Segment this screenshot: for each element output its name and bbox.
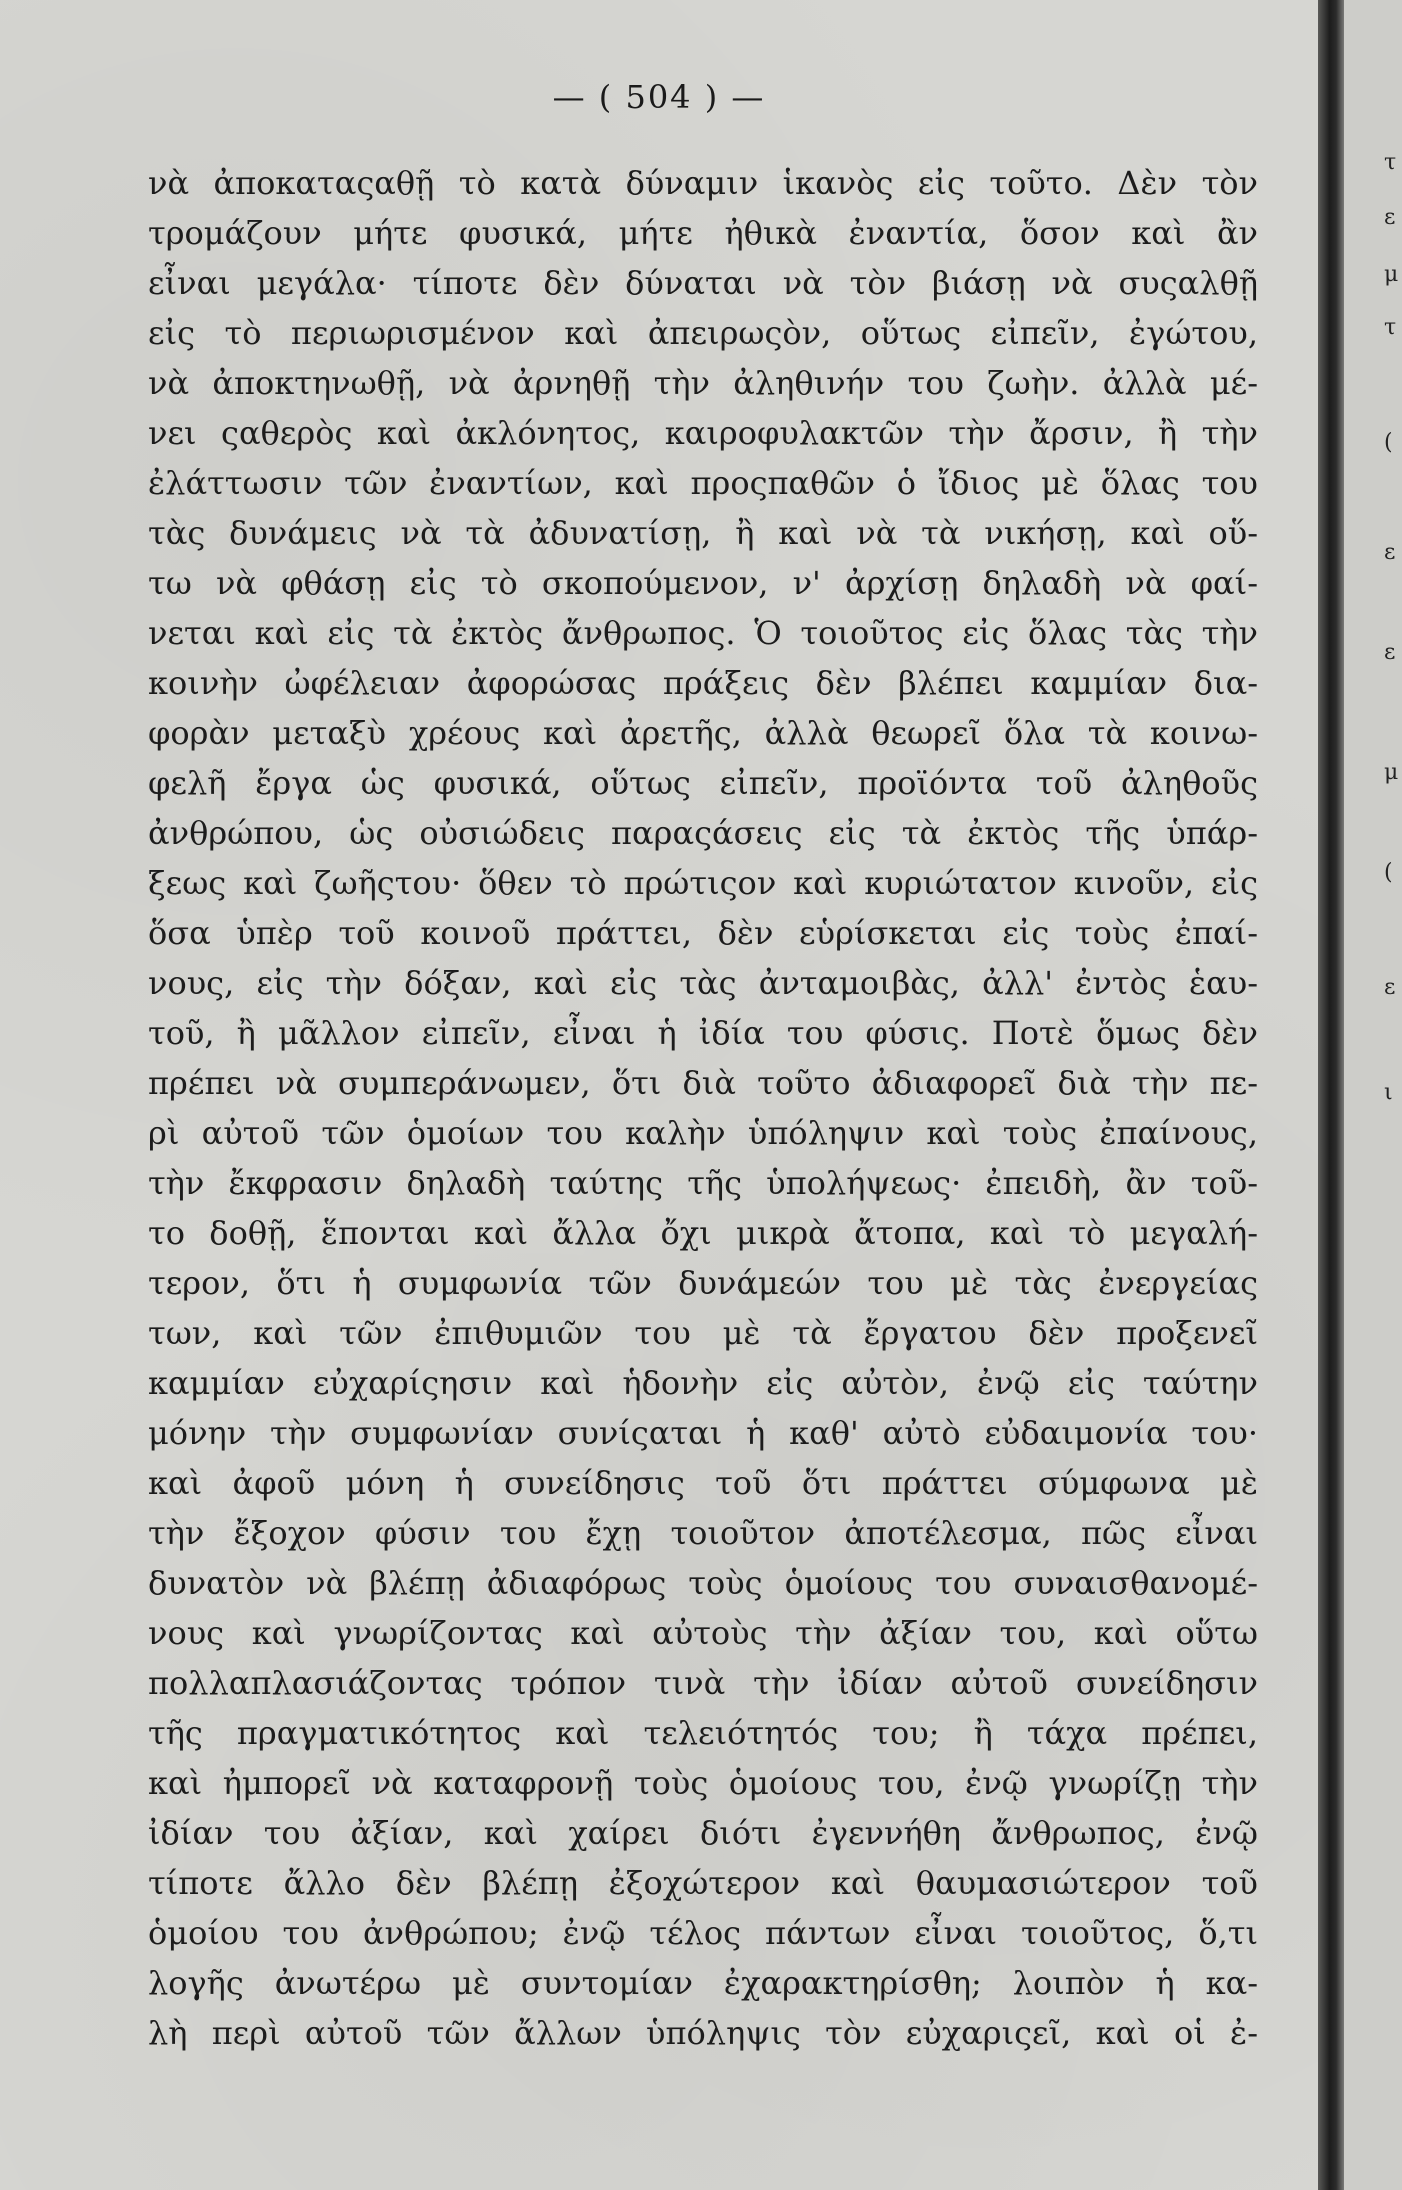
text-line: τω νὰ φθάσῃ εἰς τὸ σκοπούμενον, ν' ἀρχίσῃ δηλαδὴ νὰ φαί- bbox=[148, 564, 1258, 602]
text-line: φορὰν μεταξὺ χρέους καὶ ἀρετῆς, ἀλλὰ θεωρεῖ ὅλα τὰ κοινω- bbox=[148, 714, 1258, 752]
text-line: πολλαπλασιάζοντας τρόπον τινὰ τὴν ἰδίαν αὐτοῦ συνείδησιν bbox=[148, 1664, 1258, 1702]
text-line: λὴ περὶ αὐτοῦ τῶν ἄλλων ὑπόληψις τὸν εὐχαριςεῖ, καὶ οἱ ἐ- bbox=[148, 2014, 1258, 2052]
adjacent-page-char: τ bbox=[1384, 150, 1397, 175]
text-line: νὰ ἀποκαταςαθῇ τὸ κατὰ δύναμιν ἱκανὸς εἰς τοῦτο. Δὲν τὸν bbox=[148, 164, 1258, 202]
text-line: ὁμοίου του ἀνθρώπου; ἐνῷ τέλος πάντων εἶναι τοιοῦτος, ὅ,τι bbox=[148, 1914, 1258, 1952]
text-line: εἰς τὸ περιωρισμένον καὶ ἀπειρωςὸν, οὕτως εἰπεῖν, ἐγώτου, bbox=[148, 314, 1258, 352]
text-line: τὴν ἔκφρασιν δηλαδὴ ταύτης τῆς ὑπολήψεως· ἐπειδὴ, ἂν τοῦ- bbox=[148, 1164, 1258, 1202]
text-line: ἰδίαν του ἀξίαν, καὶ χαίρει διότι ἐγεννήθη ἄνθρωπος, ἐνῷ bbox=[148, 1814, 1258, 1852]
text-line: νους, εἰς τὴν δόξαν, καὶ εἰς τὰς ἀνταμοιβὰς, ἀλλ' ἐντὸς ἑαυ- bbox=[148, 964, 1258, 1002]
text-line: λογῆς ἀνωτέρω μὲ συντομίαν ἐχαρακτηρίσθη; λοιπὸν ἡ κα- bbox=[148, 1964, 1258, 2002]
adjacent-page-edge bbox=[1344, 0, 1402, 2190]
body-text bbox=[148, 158, 1258, 2058]
text-line: φελῆ ἔργα ὡς φυσικά, οὕτως εἰπεῖν, προϊόντα τοῦ ἀληθοῦς bbox=[148, 764, 1258, 802]
page-number: — ( 504 ) — bbox=[552, 78, 766, 116]
text-line: τὴν ἔξοχον φύσιν του ἔχῃ τοιοῦτον ἀποτέλεσμα, πῶς εἶναι bbox=[148, 1514, 1258, 1552]
text-line: τρομάζουν μήτε φυσικά, μήτε ἠθικὰ ἐναντία, ὅσον καὶ ἂν bbox=[148, 214, 1258, 252]
adjacent-page-char: ε bbox=[1384, 540, 1396, 565]
book-gutter bbox=[1318, 0, 1344, 2190]
text-line: νὰ ἀποκτηνωθῇ, νὰ ἀρνηθῇ τὴν ἀληθινήν του ζωὴν. ἀλλὰ μέ- bbox=[148, 364, 1258, 402]
text-line: τοῦ, ἢ μᾶλλον εἰπεῖν, εἶναι ἡ ἰδία του φύσις. Ποτὲ ὅμως δὲν bbox=[148, 1014, 1258, 1052]
text-line: το δοθῇ, ἕπονται καὶ ἄλλα ὄχι μικρὰ ἄτοπα, καὶ τὸ μεγαλή- bbox=[148, 1214, 1258, 1252]
adjacent-page-char: ι bbox=[1384, 1080, 1393, 1105]
text-line: πρέπει νὰ συμπεράνωμεν, ὅτι διὰ τοῦτο ἀδιαφορεῖ διὰ τὴν πε- bbox=[148, 1064, 1258, 1102]
text-line: καὶ ἠμπορεῖ νὰ καταφρονῇ τοὺς ὁμοίους του, ἐνῷ γνωρίζῃ τὴν bbox=[148, 1764, 1258, 1802]
text-line: εἶναι μεγάλα· τίποτε δὲν δύναται νὰ τὸν βιάσῃ νὰ συςαλθῇ bbox=[148, 264, 1258, 302]
adjacent-page-char: μ bbox=[1384, 262, 1399, 287]
text-line: τίποτε ἄλλο δὲν βλέπῃ ἐξοχώτερον καὶ θαυμασιώτερον τοῦ bbox=[148, 1864, 1258, 1902]
text-line: ξεως καὶ ζωῆςτου· ὅθεν τὸ πρώτιςον καὶ κυριώτατον κινοῦν, εἰς bbox=[148, 864, 1258, 902]
text-line: ὅσα ὑπὲρ τοῦ κοινοῦ πράττει, δὲν εὑρίσκεται εἰς τοὺς ἐπαί- bbox=[148, 914, 1258, 952]
text-line: των, καὶ τῶν ἐπιθυμιῶν του μὲ τὰ ἔργατου δὲν προξενεῖ bbox=[148, 1314, 1258, 1352]
text-line: δυνατὸν νὰ βλέπῃ ἀδιαφόρως τοὺς ὁμοίους του συναισθανομέ- bbox=[148, 1564, 1258, 1602]
text-line: μόνην τὴν συμφωνίαν συνίςαται ἡ καθ' αὐτὸ εὐδαιμονία του· bbox=[148, 1414, 1258, 1452]
adjacent-page-char: ε bbox=[1384, 640, 1396, 665]
text-line: τῆς πραγματικότητος καὶ τελειότητός του; ἢ τάχα πρέπει, bbox=[148, 1714, 1258, 1752]
text-line: ἀνθρώπου, ὡς οὐσιώδεις παραςάσεις εἰς τὰ ἐκτὸς τῆς ὑπάρ- bbox=[148, 814, 1258, 852]
text-line: νους καὶ γνωρίζοντας καὶ αὐτοὺς τὴν ἀξίαν του, καὶ οὕτω bbox=[148, 1614, 1258, 1652]
adjacent-page-char: ( bbox=[1384, 860, 1393, 885]
text-line: νει ςαθερὸς καὶ ἀκλόνητος, καιροφυλακτῶν τὴν ἄρσιν, ἢ τὴν bbox=[148, 414, 1258, 452]
text-line: ἐλάττωσιν τῶν ἐναντίων, καὶ προςπαθῶν ὁ ἴδιος μὲ ὅλας του bbox=[148, 464, 1258, 502]
text-line: τὰς δυνάμεις νὰ τὰ ἀδυνατίσῃ, ἢ καὶ νὰ τὰ νικήσῃ, καὶ οὕ- bbox=[148, 514, 1258, 552]
adjacent-page-char: ε bbox=[1384, 975, 1396, 1000]
text-line: νεται καὶ εἰς τὰ ἐκτὸς ἄνθρωπος. Ὁ τοιοῦτος εἰς ὅλας τὰς τὴν bbox=[148, 614, 1258, 652]
text-line: τερον, ὅτι ἡ συμφωνία τῶν δυνάμεών του μὲ τὰς ἐνεργείας bbox=[148, 1264, 1258, 1302]
text-line: καὶ ἀφοῦ μόνη ἡ συνείδησις τοῦ ὅτι πράττει σύμφωνα μὲ bbox=[148, 1464, 1258, 1502]
adjacent-page-char: μ bbox=[1384, 760, 1399, 785]
text-line: κοινὴν ὠφέλειαν ἀφορώσας πράξεις δὲν βλέπει καμμίαν δια- bbox=[148, 664, 1258, 702]
text-line: καμμίαν εὐχαρίςησιν καὶ ἡδονὴν εἰς αὐτὸν, ἐνῷ εἰς ταύτην bbox=[148, 1364, 1258, 1402]
adjacent-page-char: ( bbox=[1384, 430, 1393, 455]
adjacent-page-char: τ bbox=[1384, 315, 1397, 340]
adjacent-page-char: ε bbox=[1384, 205, 1396, 230]
text-line: ρὶ αὐτοῦ τῶν ὁμοίων του καλὴν ὑπόληψιν καὶ τοὺς ἐπαίνους, bbox=[148, 1114, 1258, 1152]
